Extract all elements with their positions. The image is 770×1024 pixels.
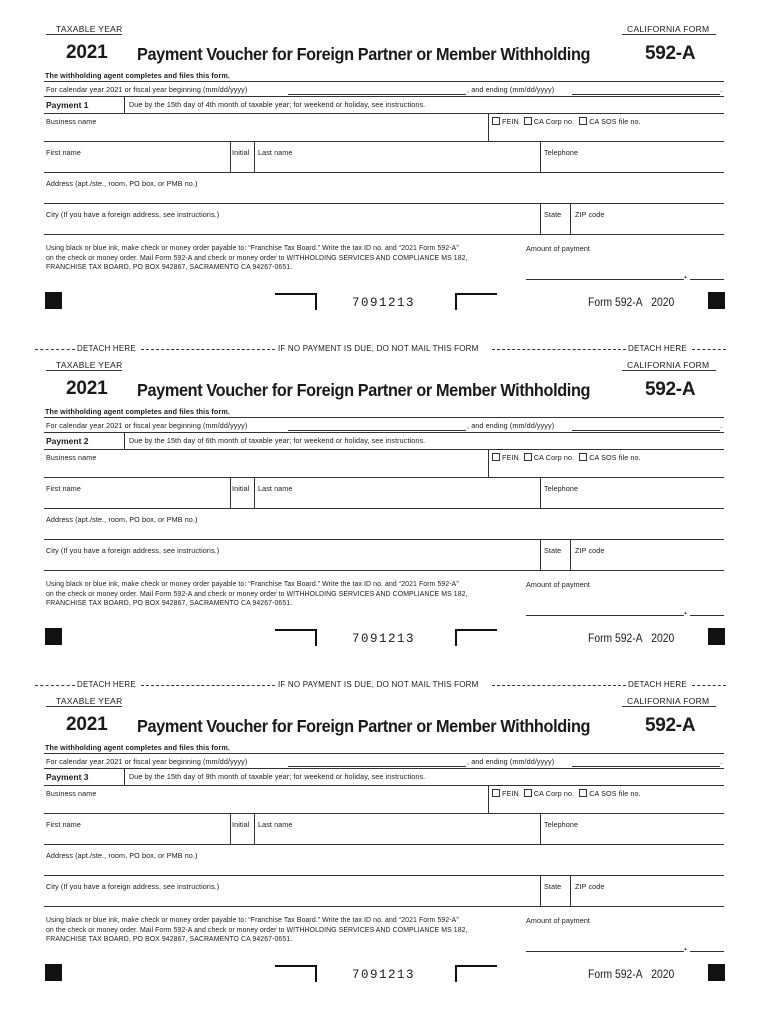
first-name-label: First name [46, 820, 81, 829]
amount-cents-field[interactable] [690, 279, 724, 280]
business-name-label: Business name [46, 453, 97, 462]
taxable-year-label: TAXABLE YEAR [56, 696, 123, 706]
entity-id-options [492, 789, 641, 798]
period-end: . [720, 85, 723, 94]
scan-code: 7091213 [352, 968, 416, 982]
fiscal-year-end-label: , and ending (mm/dd/yyyy) [467, 757, 555, 766]
amount-cents-field[interactable] [690, 615, 724, 616]
agent-note: The withholding agent completes and files this form. [45, 71, 230, 80]
registration-mark-right [708, 292, 725, 309]
address-field[interactable] [44, 844, 724, 875]
zip-label: ZIP code [575, 546, 605, 555]
last-name-field[interactable] [254, 813, 540, 844]
zip-field[interactable] [570, 203, 724, 234]
address-label: Address (apt./ste., room, PO box, or PMB no.) [46, 179, 198, 188]
scan-bracket-right [455, 629, 497, 646]
address-field[interactable] [44, 172, 724, 203]
last-name-label: Last name [258, 148, 293, 157]
business-name-field[interactable] [44, 113, 488, 141]
state-label: State [544, 210, 562, 219]
address-label: Address (apt./ste., room, PO box, or PMB no.) [46, 851, 198, 860]
fiscal-year-end-label: , and ending (mm/dd/yyyy) [467, 85, 555, 94]
registration-mark-right [708, 964, 725, 981]
business-name-field[interactable] [44, 785, 488, 813]
scan-bracket-left [275, 629, 317, 646]
payment-label: Payment 2 [46, 436, 89, 446]
mailing-instructions: Using black or blue ink, make check or money order payable to: “Franchise Tax Board.” Write the tax ID no. and “2021 Form 592-A” on the check or money order. Mail Form 592-A and check or money order to WITHHOLDING SERVICES AND COMPLIANCE MS 182, FRANCHISE TAX BOARD, PO BOX 942867, SACRAMENTO CA 94267-0651. [46, 917, 468, 944]
scan-code: 7091213 [352, 632, 416, 646]
telephone-field[interactable] [540, 141, 724, 172]
city-field[interactable] [44, 203, 540, 234]
california-form-label: CALIFORNIA FORM [627, 696, 710, 706]
fiscal-year-begin-label: For calendar year 2021 or fiscal year beginning (mm/dd/yyyy) [46, 85, 248, 94]
agent-note: The withholding agent completes and files this form. [45, 743, 230, 752]
initial-label: Initial [232, 148, 250, 157]
mailing-instructions: Using black or blue ink, make check or money order payable to: “Franchise Tax Board.” Write the tax ID no. and “2021 Form 592-A” on the check or money order. Mail Form 592-A and check or money order to WITHHOLDING SERVICES AND COMPLIANCE MS 182, FRANCHISE TAX BOARD, PO BOX 942867, SACRAMENTO CA 94267-0651. [46, 245, 468, 272]
scan-bracket-right [455, 965, 497, 982]
decimal-point: . [684, 941, 688, 953]
first-name-field[interactable] [44, 813, 230, 844]
detach-here-right: DETACH HERE [628, 680, 687, 689]
scan-bracket-right [455, 293, 497, 310]
california-form-label: CALIFORNIA FORM [627, 360, 710, 370]
period-end: . [720, 421, 723, 430]
ca-corp-label: CA Corp no. [533, 789, 575, 798]
payment-label: Payment 3 [46, 772, 89, 782]
registration-mark-right [708, 628, 725, 645]
city-field[interactable] [44, 539, 540, 570]
tax-year: 2021 [66, 42, 108, 63]
fein-label: FEIN [502, 117, 519, 126]
amount-cents-field[interactable] [690, 951, 724, 952]
entity-id-options [492, 453, 641, 462]
period-end: . [720, 757, 723, 766]
first-name-label: First name [46, 484, 81, 493]
amount-of-payment-label: Amount of payment [526, 244, 591, 253]
telephone-label: Telephone [544, 820, 579, 829]
ca-corp-label: CA Corp no. [533, 453, 575, 462]
registration-mark-left [45, 628, 62, 645]
agent-note: The withholding agent completes and files this form. [45, 407, 230, 416]
detach-notice: IF NO PAYMENT IS DUE, DO NOT MAIL THIS FORM [278, 680, 479, 689]
form-number: 592-A [645, 379, 696, 400]
fiscal-year-end-label: , and ending (mm/dd/yyyy) [467, 421, 555, 430]
amount-dollars-field[interactable] [526, 951, 684, 952]
entity-id-options [492, 117, 641, 126]
detach-here-left: DETACH HERE [77, 680, 136, 689]
ca-sos-checkbox[interactable] [579, 117, 587, 125]
first-name-field[interactable] [44, 141, 230, 172]
detach-here-left: DETACH HERE [77, 344, 136, 353]
initial-label: Initial [232, 820, 250, 829]
taxable-year-label: TAXABLE YEAR [56, 360, 123, 370]
last-name-label: Last name [258, 484, 293, 493]
zip-label: ZIP code [575, 882, 605, 891]
zip-field[interactable] [570, 539, 724, 570]
taxable-year-label: TAXABLE YEAR [56, 24, 123, 34]
ca-corp-checkbox[interactable] [524, 117, 532, 125]
ca-sos-label: CA SOS file no. [589, 117, 641, 126]
city-label: City (If you have a foreign address, see instructions.) [46, 882, 220, 891]
form-title: Payment Voucher for Foreign Partner or Member Withholding [137, 380, 591, 400]
telephone-label: Telephone [544, 484, 579, 493]
fiscal-end-field[interactable] [572, 94, 720, 95]
decimal-point: . [684, 269, 688, 281]
scan-bracket-left [275, 965, 317, 982]
decimal-point: . [684, 605, 688, 617]
fein-label: FEIN [502, 453, 519, 462]
city-field[interactable] [44, 875, 540, 906]
business-name-field[interactable] [44, 449, 488, 477]
form-title: Payment Voucher for Foreign Partner or Member Withholding [137, 44, 591, 64]
fiscal-end-field[interactable] [572, 766, 720, 767]
address-label: Address (apt./ste., room, PO box, or PMB no.) [46, 515, 198, 524]
fiscal-year-begin-label: For calendar year 2021 or fiscal year beginning (mm/dd/yyyy) [46, 421, 248, 430]
footer-form-label: Form 592-A 2020 [588, 633, 675, 645]
last-name-label: Last name [258, 820, 293, 829]
scan-code: 7091213 [352, 296, 416, 310]
ca-corp-label: CA Corp no. [533, 117, 575, 126]
scan-bracket-left [275, 293, 317, 310]
tax-year: 2021 [66, 714, 108, 735]
amount-of-payment-label: Amount of payment [526, 916, 591, 925]
city-label: City (If you have a foreign address, see instructions.) [46, 546, 220, 555]
business-name-label: Business name [46, 789, 97, 798]
ca-corp-checkbox[interactable] [524, 453, 532, 461]
first-name-label: First name [46, 148, 81, 157]
fiscal-begin-field[interactable] [288, 94, 466, 95]
registration-mark-left [45, 292, 62, 309]
city-label: City (If you have a foreign address, see instructions.) [46, 210, 220, 219]
form-number: 592-A [645, 43, 696, 64]
fein-checkbox[interactable] [492, 453, 500, 461]
fiscal-end-field[interactable] [572, 430, 720, 431]
footer-form-label: Form 592-A 2020 [588, 297, 675, 309]
footer-form-label: Form 592-A 2020 [588, 969, 675, 981]
form-number: 592-A [645, 715, 696, 736]
fiscal-begin-field[interactable] [288, 766, 466, 767]
telephone-label: Telephone [544, 148, 579, 157]
amount-dollars-field[interactable] [526, 615, 684, 616]
amount-of-payment-label: Amount of payment [526, 580, 591, 589]
fein-checkbox[interactable] [492, 789, 500, 797]
fein-label: FEIN [502, 789, 519, 798]
detach-notice: IF NO PAYMENT IS DUE, DO NOT MAIL THIS FORM [278, 344, 479, 353]
amount-dollars-field[interactable] [526, 279, 684, 280]
form-title: Payment Voucher for Foreign Partner or Member Withholding [137, 716, 591, 736]
detach-here-right: DETACH HERE [628, 344, 687, 353]
zip-label: ZIP code [575, 210, 605, 219]
ca-sos-label: CA SOS file no. [589, 453, 641, 462]
fiscal-year-begin-label: For calendar year 2021 or fiscal year beginning (mm/dd/yyyy) [46, 757, 248, 766]
california-form-label: CALIFORNIA FORM [627, 24, 710, 34]
due-text: Due by the 15th day of 4th month of taxable year; for weekend or holiday, see instructions. [129, 100, 426, 109]
last-name-field[interactable] [254, 141, 540, 172]
business-name-label: Business name [46, 117, 97, 126]
registration-mark-left [45, 964, 62, 981]
due-text: Due by the 15th day of 6th month of taxable year; for weekend or holiday, see instructions. [129, 436, 426, 445]
telephone-field[interactable] [540, 813, 724, 844]
fiscal-begin-field[interactable] [288, 430, 466, 431]
ca-sos-checkbox[interactable] [579, 789, 587, 797]
state-label: State [544, 546, 562, 555]
ca-sos-checkbox[interactable] [579, 453, 587, 461]
due-text: Due by the 15th day of 9th month of taxable year; for weekend or holiday, see instructions. [129, 772, 426, 781]
last-name-field[interactable] [254, 477, 540, 508]
first-name-field[interactable] [44, 477, 230, 508]
mailing-instructions: Using black or blue ink, make check or money order payable to: “Franchise Tax Board.” Write the tax ID no. and “2021 Form 592-A” on the check or money order. Mail Form 592-A and check or money order to WITHHOLDING SERVICES AND COMPLIANCE MS 182, FRANCHISE TAX BOARD, PO BOX 942867, SACRAMENTO CA 94267-0651. [46, 581, 468, 608]
tax-year: 2021 [66, 378, 108, 399]
ca-corp-checkbox[interactable] [524, 789, 532, 797]
payment-label: Payment 1 [46, 100, 89, 110]
zip-field[interactable] [570, 875, 724, 906]
ca-sos-label: CA SOS file no. [589, 789, 641, 798]
fein-checkbox[interactable] [492, 117, 500, 125]
address-field[interactable] [44, 508, 724, 539]
telephone-field[interactable] [540, 477, 724, 508]
initial-label: Initial [232, 484, 250, 493]
state-label: State [544, 882, 562, 891]
